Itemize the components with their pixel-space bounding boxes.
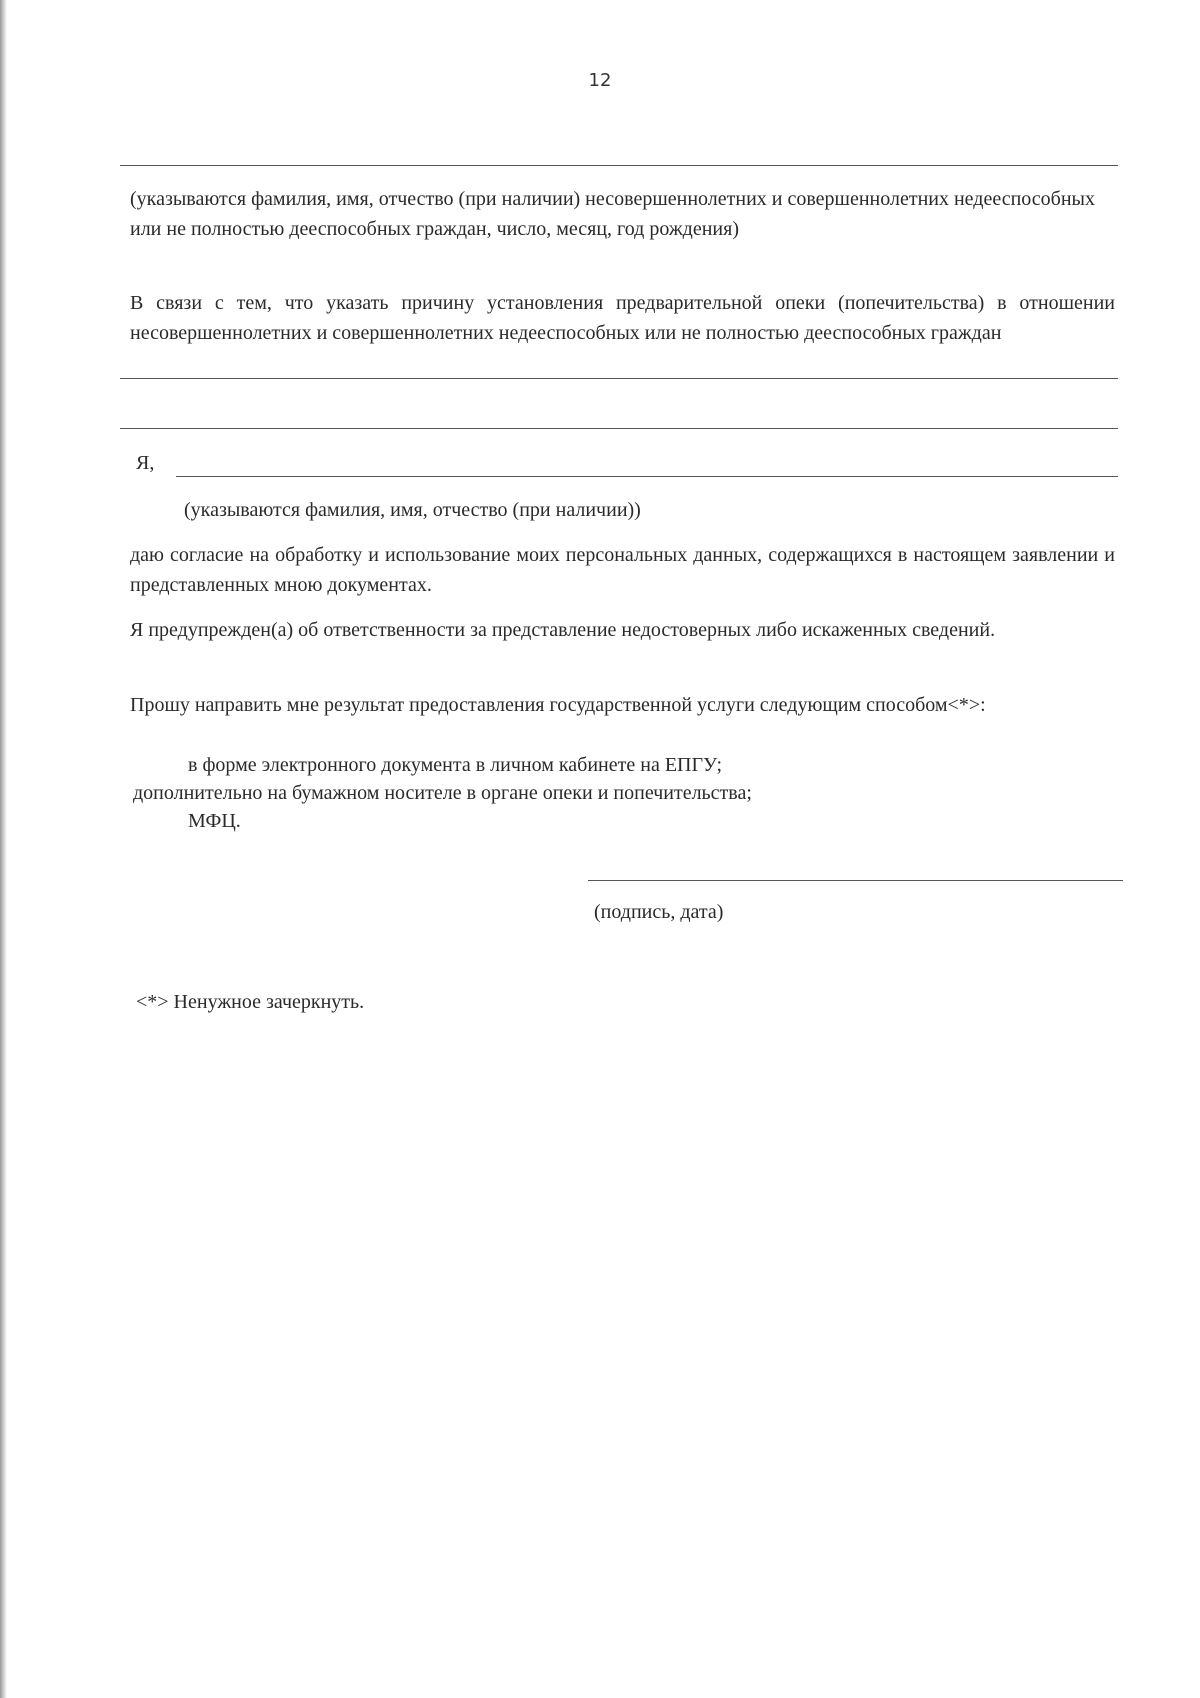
delivery-option-mfc: МФЦ. bbox=[188, 810, 241, 832]
applicant-prefix: Я, bbox=[136, 452, 155, 474]
request-paragraph: Прошу направить мне результат предоставления государственной услуги следующим способом<*>: bbox=[130, 694, 986, 716]
consent-paragraph: даю согласие на обработку и использование моих персональных данных, содержащихся в настоящем заявлении и представленных мною документах. bbox=[130, 544, 1115, 596]
signature-line bbox=[588, 880, 1123, 881]
delivery-option-epgu: в форме электронного документа в личном кабинете на ЕПГУ; bbox=[188, 754, 722, 776]
signature-caption: (подпись, дата) bbox=[594, 901, 724, 923]
caption-minors: (указываются фамилия, имя, отчество (при наличии) несовершеннолетних и совершеннолетних недееспособных или не полностью дееспособных граждан, число, месяц, год рождения) bbox=[130, 188, 1095, 240]
fill-line-reason-1 bbox=[120, 378, 1118, 379]
reason-paragraph: В связи с тем, что указать причину установления предварительной опеки (попечительства) в отношении несовершеннолетних и совершеннолетних недееспособных или не полностью дееспособных граждан bbox=[130, 292, 1115, 344]
fill-line-reason-2 bbox=[120, 428, 1118, 429]
page-number: 12 bbox=[588, 70, 612, 91]
warning-paragraph: Я предупрежден(а) об ответственности за представление недостоверных либо искаженных сведений. bbox=[130, 619, 996, 641]
caption-applicant: (указываются фамилия, имя, отчество (при наличии)) bbox=[184, 499, 641, 521]
fill-line-minors bbox=[120, 165, 1118, 166]
scan-left-edge bbox=[0, 0, 7, 1698]
delivery-option-paper: дополнительно на бумажном носителе в органе опеки и попечительства; bbox=[133, 782, 752, 804]
fill-line-applicant-name bbox=[176, 476, 1118, 477]
footnote: <*> Ненужное зачеркнуть. bbox=[136, 991, 365, 1013]
